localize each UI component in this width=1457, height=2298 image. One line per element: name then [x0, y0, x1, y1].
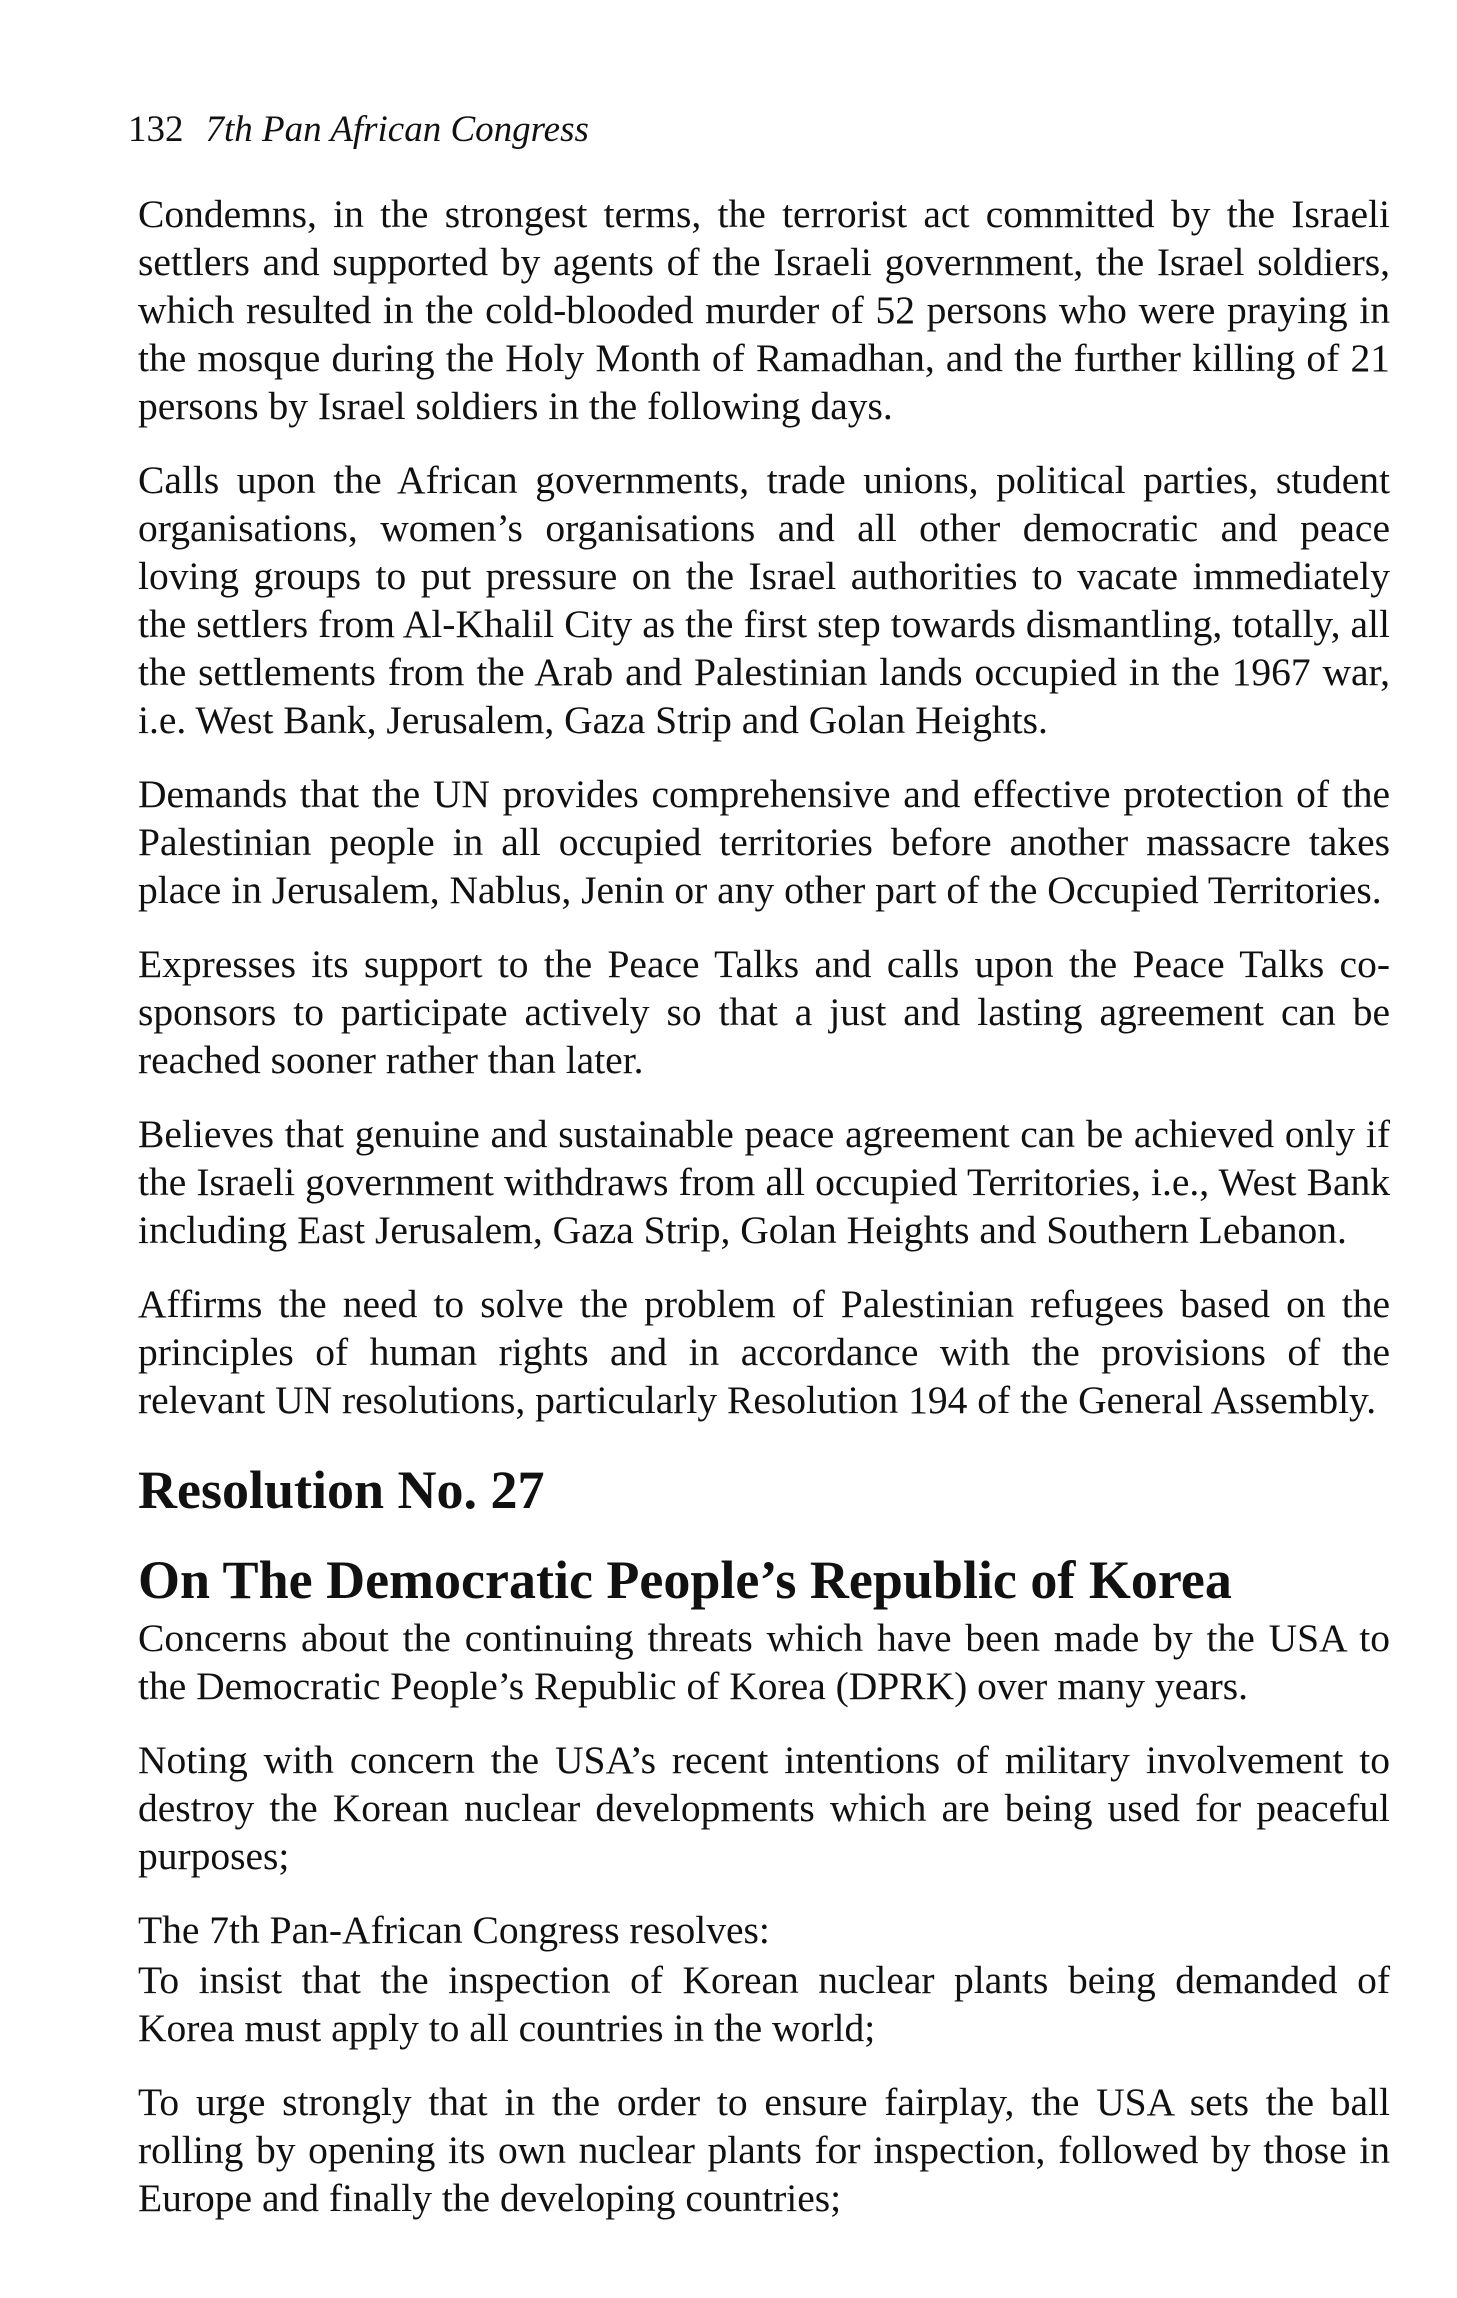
resolution-title-heading: On The Democratic People’s Republic of Korea — [138, 1550, 1232, 1610]
page-number: 132 — [128, 109, 184, 150]
resolution-number-heading: Resolution No. 27 — [138, 1460, 545, 1520]
body-text — [138, 190, 1390, 2248]
paragraph-expresses: Expresses its support to the Peace Talks and calls upon the Peace Talks co-sponsors to participate actively so that a just and lasting agreement can be reached sooner rather than later. — [138, 942, 1390, 1082]
paragraph-concerns: Concerns about the continuing threats which have been made by the USA to the Democratic People’s Republic of Korea (DPRK) over many years. — [138, 1616, 1390, 1708]
paragraph-to-urge: To urge strongly that in the order to ensure fairplay, the USA sets the ball rolling by opening its own nuclear plants for inspection, followed by those in Europe and finally the developing countries; — [138, 2080, 1390, 2220]
paragraph-affirms: Affirms the need to solve the problem of Palestinian refugees based on the principles of human rights and in accordance with the provisions of the relevant UN resolutions, particularly Resolution 194 of the General Assembly. — [138, 1282, 1390, 1422]
book-title: 7th Pan African Congress — [205, 109, 589, 150]
paragraph-demands: Demands that the UN provides comprehensive and effective protection of the Palestinian people in all occupied territories before another massacre takes place in Jerusalem, Nablus, Jenin or any other part of the Occupied Territories. — [138, 772, 1390, 912]
paragraph-calls-upon: Calls upon the African governments, trade unions, political parties, student organisations, women’s organisations and all other democratic and peace loving groups to put pressure on the Israel authorities to vacate immediately the settlers from Al-Khalil City as the first step towards dismantling, totally, all the settlements from the Arab and Palestinian lands occupied in the 1967 war, i.e. West Bank, Jerusalem, Gaza Strip and Golan Heights. — [138, 458, 1390, 742]
paragraph-to-insist: To insist that the inspection of Korean nuclear plants being demanded of Korea must apply to all countries in the world; — [138, 1958, 1390, 2050]
paragraph-condemns: Condemns, in the strongest terms, the terrorist act committed by the Israeli settlers and supported by agents of the Israeli government, the Israel soldiers, which resulted in the cold-blooded murder of 52 persons who were praying in the mosque during the Holy Month of Ramadhan, and the further killing of 21 persons by Israel soldiers in the following days. — [138, 192, 1390, 428]
paragraph-believes: Believes that genuine and sustainable peace agreement can be achieved only if the Israeli government withdraws from all occupied Territories, i.e., West Bank including East Jerusalem, Gaza Strip, Golan Heights and Southern Lebanon. — [138, 1112, 1390, 1252]
running-head — [128, 108, 589, 152]
paragraph-resolves: The 7th Pan-African Congress resolves: — [138, 1908, 770, 1952]
paragraph-noting: Noting with concern the USA’s recent intentions of military involvement to destroy the Korean nuclear developments which are being used for peaceful purposes; — [138, 1738, 1390, 1878]
